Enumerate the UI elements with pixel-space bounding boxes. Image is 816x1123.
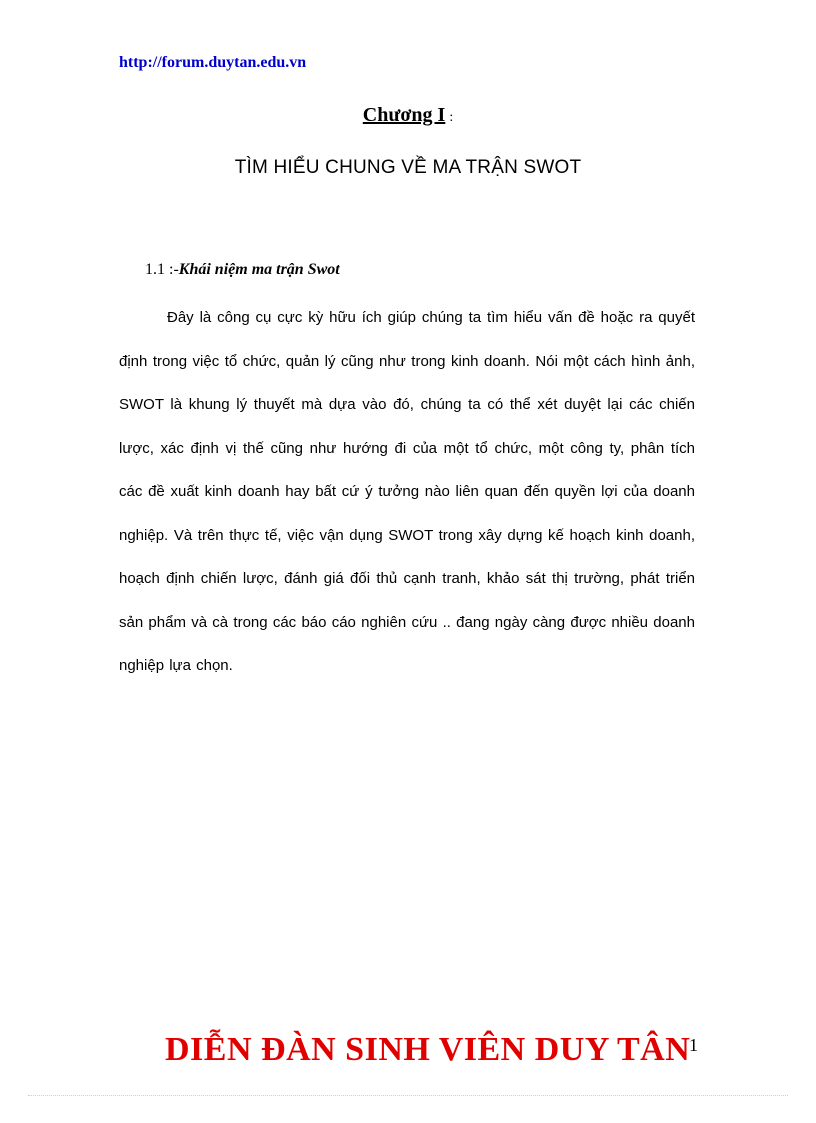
- footer-banner: DIỄN ĐÀN SINH VIÊN DUY TÂN: [165, 1031, 691, 1068]
- chapter-label: Chương I: [362, 104, 446, 126]
- page-number: 1: [689, 1035, 698, 1055]
- forum-url-link[interactable]: http://forum.duytan.edu.vn: [119, 54, 307, 71]
- body-paragraph: Đây là công cụ cực kỳ hữu ích giúp chúng ta tìm hiểu vấn đề hoặc ra quyết định trong việc tổ chức, quản lý cũng như trong kinh doanh. Nói một cách hình ảnh, SWOT là khung lý thuyết mà dựa vào đó, chúng ta có thể xét duyệt lại các chiến lược, xác định vị thế cũng như hướng đi của một tổ chức, một công ty, phân tích các đề xuất kinh doanh hay bất cứ ý tưởng nào liên quan đến quyền lợi của doanh nghiệp. Và trên thực tế, việc vận dụng SWOT trong xây dựng kế hoạch kinh doanh, hoạch định chiến lược, đánh giá đối thủ cạnh tranh, khảo sát thị trường, phát triển sản phẩm và cà trong các báo cáo nghiên cứu .. đang ngày càng được nhiều doanh nghiệp lựa chọn.: [119, 309, 695, 674]
- section-heading: [145, 261, 340, 279]
- section-number: 1.1 :-: [145, 261, 179, 278]
- chapter-colon: :: [449, 110, 454, 125]
- section-title: Khái niệm ma trận Swot: [178, 261, 340, 278]
- chapter-heading: [0, 104, 816, 127]
- page-bottom-divider: [28, 1095, 788, 1096]
- document-title: TÌM HIỂU CHUNG VỀ MA TRẬN SWOT: [234, 157, 582, 178]
